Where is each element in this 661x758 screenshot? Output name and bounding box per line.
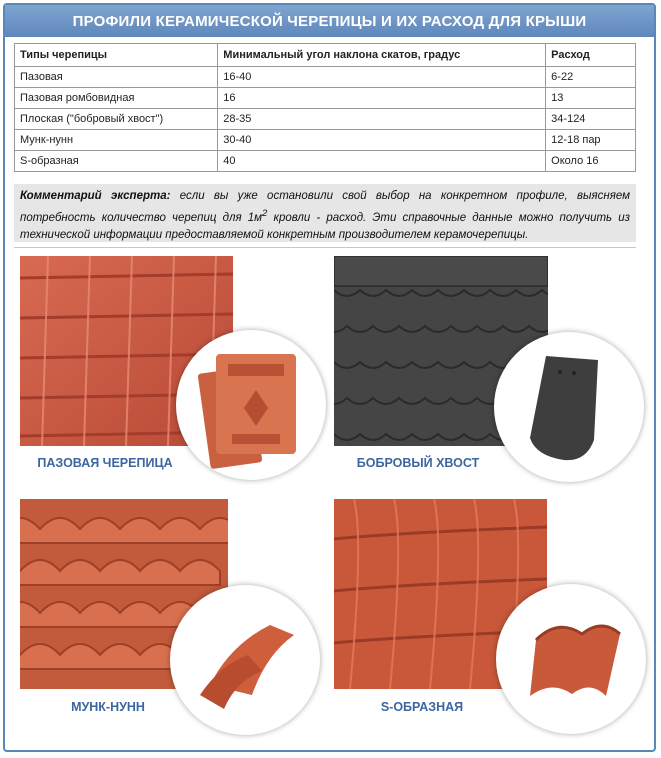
column-header-type: Типы черепицы [15, 44, 218, 67]
table-row [15, 130, 636, 151]
cell-type: Пазовая ромбовидная [15, 88, 218, 109]
cell-angle: 30-40 [218, 130, 546, 151]
cell-type: S-образная [15, 151, 218, 172]
beaver-tail-closeup [494, 332, 644, 482]
column-header-consumption: Расход [546, 44, 636, 67]
tile-label-beaver-tail: БОБРОВЫЙ ХВОСТ [356, 456, 480, 470]
cell-angle: 16-40 [218, 67, 546, 88]
table-row [15, 88, 636, 109]
page-title: ПРОФИЛИ КЕРАМИЧЕСКОЙ ЧЕРЕПИЦЫ И ИХ РАСХОД ДЛЯ КРЫШИ [72, 12, 587, 30]
tile-profiles-table [14, 43, 636, 172]
tile-label-grooved: ПАЗОВАЯ ЧЕРЕПИЦА [37, 456, 173, 470]
expert-comment-text: если вы уже остановили свой выбор на конкретном профиле, выясняем потребность количество черепиц для 1м [20, 190, 630, 224]
cell-type: Мунк-нунн [15, 130, 218, 151]
cell-consumption: 34-124 [546, 109, 636, 130]
header-bar [5, 5, 654, 37]
expert-comment-lead: Комментарий эксперта: [20, 190, 171, 202]
cell-consumption: 6-22 [546, 67, 636, 88]
column-header-angle: Минимальный угол наклона скатов, градус [218, 44, 546, 67]
s-shaped-closeup [496, 584, 646, 734]
table-header-row [15, 44, 636, 67]
cell-consumption: Около 16 [546, 151, 636, 172]
expert-comment-text-end: кровли - расход. Эти справочные данные можно получить из технической информации предоставляемой конкретным производителем керамочерепицы. [20, 211, 631, 241]
cell-angle: 16 [218, 88, 546, 109]
tile-label-s-shaped: S-ОБРАЗНАЯ [380, 700, 464, 714]
grooved-tile-closeup [176, 330, 326, 480]
expert-comment-sup: 2 [262, 208, 268, 219]
table-row [15, 151, 636, 172]
divider [14, 247, 636, 248]
tile-label-monk-nun: МУНК-НУНН [71, 700, 145, 714]
cell-type: Плоская ("бобровый хвост") [15, 109, 218, 130]
expert-comment [14, 184, 636, 242]
cell-angle: 40 [218, 151, 546, 172]
table-row [15, 109, 636, 130]
cell-consumption: 13 [546, 88, 636, 109]
monk-nun-closeup [170, 585, 320, 735]
cell-consumption: 12-18 пар [546, 130, 636, 151]
cell-angle: 28-35 [218, 109, 546, 130]
table-row [15, 67, 636, 88]
cell-type: Пазовая [15, 67, 218, 88]
